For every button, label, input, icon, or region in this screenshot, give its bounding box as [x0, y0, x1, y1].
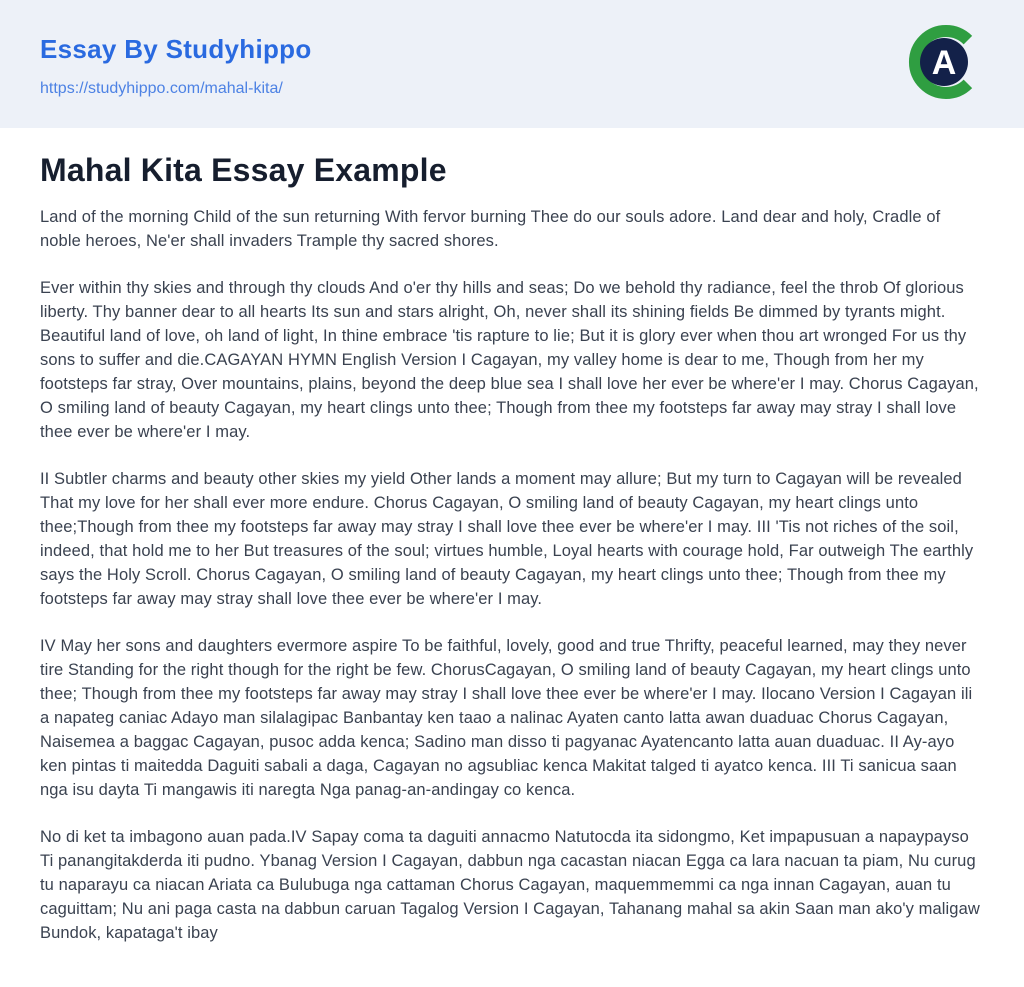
paragraph: Land of the morning Child of the sun returning With fervor burning Thee do our souls adore. Land dear and holy, Cradle of noble heroes, Ne'er shall invaders Trample thy sacred shores.	[40, 208, 941, 250]
article	[0, 128, 1024, 985]
source-url-link[interactable]: https://studyhippo.com/mahal-kita/	[40, 80, 283, 97]
logo-icon	[908, 24, 984, 100]
paragraph: IV May her sons and daughters evermore aspire To be faithful, lovely, good and true Thrifty, peaceful learned, may they never tire Standing for the right though for the right be few. ChorusCagayan, O smiling land of beauty Cagayan, my heart clings unto thee; Though from thee my footsteps far away may stray I shall love thee ever be where'er I may. Ilocano Version I Cagayan ili a napateg caniac Adayo man silalagipac Banbantay ken taao a nalinac Ayaten canto latta awan duaduac Chorus Cagayan, Naisemea a baggac Cagayan, pusoc adda kenca; Sadino man disso ti pagyanac Ayatencanto latta auan duaduac. II Ay-ayo ken pintas ti maitedda Daguiti sabali a daga, Cagayan no agsubliac kenca Makitat talged ti ayatco kenca. III Ti sanicua saan nga isu dayta Ti mangawis iti naregta Nga panag-an-andingay co kenca.	[40, 637, 973, 799]
studyhippo-logo[interactable]	[908, 24, 984, 100]
article-title: Mahal Kita Essay Example	[40, 152, 447, 188]
paragraph: No di ket ta imbagono auan pada.IV Sapay coma ta daguiti annacmo Natutocda ita sidongmo, Ket impapusuan a napaypayso Ti panangitakderda iti pudno. Ybanag Version I Cagayan, dabbun nga cacastan niacan Egga ca lara nacuan ta piam, Nu curug tu naparayu ca niacan Ariata ca Bulubuga nga cattaman Chorus Cagayan, maquemmemmi ca nga innan Cagayan, auan tu caguittam; Nu ani paga casta na dabbun caruan Tagalog Version I Cagayan, Tahanang mahal sa akin Saan man ako'y maligaw Bundok, kapataga't ibay	[40, 828, 980, 942]
header-text	[40, 34, 984, 98]
paragraph: II Subtler charms and beauty other skies my yield Other lands a moment may allure; But my turn to Cagayan will be revealed That my love for her shall ever more endure. Chorus Cagayan, O smiling land of beauty Cagayan, my heart clings unto thee;Though from thee my footsteps far away may stray I shall love thee ever be where'er I may. III 'Tis not riches of the soil, indeed, that hold me to her But treasures of the soul; virtues humble, Loyal hearts with courage hold, Far outweigh The earthly says the Holy Scroll. Chorus Cagayan, O smiling land of beauty Cagayan, my heart clings unto thee; Though from thee my footsteps far away may stray shall love thee ever be where'er I may.	[40, 470, 974, 608]
paragraph: Ever within thy skies and through thy clouds And o'er thy hills and seas; Do we behold thy radiance, feel the throb Of glorious liberty. Thy banner dear to all hearts Its sun and stars alright, Oh, never shall its shining fields Be dimmed by tyrants might. Beautiful land of love, oh land of light, In thine embrace 'tis rapture to lie; But it is glory ever when thou art wronged For us thy sons to suffer and die.CAGAYAN HYMN English Version I Cagayan, my valley home is dear to me, Though from her my footsteps far stray, Over mountains, plains, beyond the deep blue sea I shall love her ever be where'er I may. Chorus Cagayan, O smiling land of beauty Cagayan, my heart clings unto thee; Though from thee my footsteps far away may stray I shall love thee ever be where'er I may.	[40, 279, 979, 441]
site-title: Essay By Studyhippo	[40, 34, 312, 64]
page-header	[0, 0, 1024, 128]
logo-letter: A	[931, 44, 957, 82]
